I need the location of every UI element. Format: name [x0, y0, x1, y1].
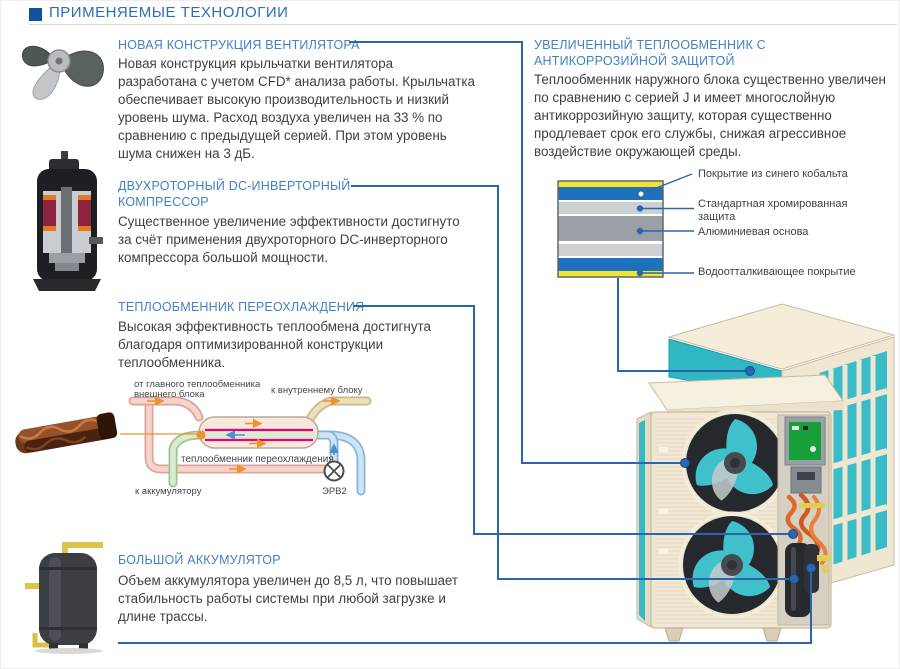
layer-label-chrome: Стандартная хромированная защита: [698, 198, 848, 223]
subcooling-circuit-diagram: [119, 377, 484, 517]
lower-fan: [680, 513, 784, 617]
accumulator-photo: [25, 539, 117, 654]
section-title-compressor: ДВУХРОТОРНЫЙ DC-ИНВЕРТОРНЫЙ КОМПРЕССОР: [118, 179, 351, 209]
coating-layers-diagram: [544, 159, 704, 299]
callout-dot-hydrophobic: [637, 270, 643, 276]
unit-foot-right: [763, 628, 781, 641]
diagram-label-from-main-2: внешнего блока: [134, 389, 205, 400]
page-title: ПРИМЕНЯЕМЫЕ ТЕХНОЛОГИИ: [49, 4, 289, 21]
section-body-compressor: Существенное увеличение эффективности достигнуто за счёт применения двухроторного DC-инверторного компрессора большой мощности.: [118, 214, 460, 265]
callout-dot-cobalt: [638, 191, 645, 198]
diagram-label-exchanger: теплообменник переохлаждения: [181, 454, 334, 465]
accumulator-cylinder: [804, 544, 819, 593]
section-title-subcooling: ТЕПЛООБМЕННИК ПЕРЕОХЛАЖДЕНИЯ: [118, 300, 365, 314]
callout-dot-chrome: [637, 205, 643, 211]
section-title-fan: НОВАЯ КОНСТРУКЦИЯ ВЕНТИЛЯТОРА: [118, 38, 360, 52]
section-title-coating: УВЕЛИЧЕННЫЙ ТЕПЛООБМЕННИК С АНТИКОРРОЗИЙНОЙ ЗАЩИТОЙ: [534, 38, 766, 68]
compressor-photo: [31, 151, 103, 293]
upper-fan: [683, 411, 787, 515]
layer-label-cobalt: Покрытие из синего кобальта: [698, 168, 848, 180]
front-unit: [637, 375, 843, 641]
callout-dot-aluminium: [637, 228, 643, 234]
unit-foot-left: [665, 628, 683, 641]
diagram-label-to-accumulator: к аккумулятору: [135, 486, 202, 497]
section-body-coating: Теплообменник наружного блока существенно увеличен по сравнению с серией J и имеет многослойную антикоррозийную защиту, которая существенно продлевает срок его службы, снижая агрессивное воздействие окружающей среды.: [534, 72, 886, 159]
diagram-label-from-main-1: от главного теплообменника: [134, 379, 261, 390]
fan-photo: [13, 39, 113, 109]
copper-pipe-callout-dot: [197, 431, 206, 440]
copper-pipe-photo: [13, 406, 121, 461]
section-body-fan: Новая конструкция крыльчатки вентилятора разработана с учетом CFD* анализа работы. Крыльчатка обеспечивает высокую производительность и низкий уровень шума. Расход воздуха увеличен на 33 % по сравнению с предыдущей серией. При этом уровень шума снижен на 3 дБ.: [118, 56, 475, 161]
header-square-bullet: [29, 8, 42, 21]
section-title-accumulator: БОЛЬШОЙ АККУМУЛЯТОР: [118, 553, 281, 567]
layer-label-hydrophobic: Водоотталкивающее покрытие: [698, 266, 856, 278]
diagram-label-to-indoor: к внутреннему блоку: [271, 385, 363, 396]
section-body-subcooling: Высокая эффективность теплообмена достигнута благодаря оптимизированной конструкции теплообменника.: [118, 319, 431, 370]
section-body-accumulator: Объем аккумулятора увеличен до 8,5 л, что повышает стабильность работы системы при любой загрузке и длине трассы.: [118, 573, 459, 624]
layer-label-aluminium: Алюминиевая основа: [698, 226, 809, 238]
diagram-label-valve: ЭРВ2: [322, 486, 347, 497]
component-compartment: [778, 415, 831, 625]
header-divider: [29, 24, 897, 25]
outdoor-unit-illustration: [613, 297, 900, 651]
